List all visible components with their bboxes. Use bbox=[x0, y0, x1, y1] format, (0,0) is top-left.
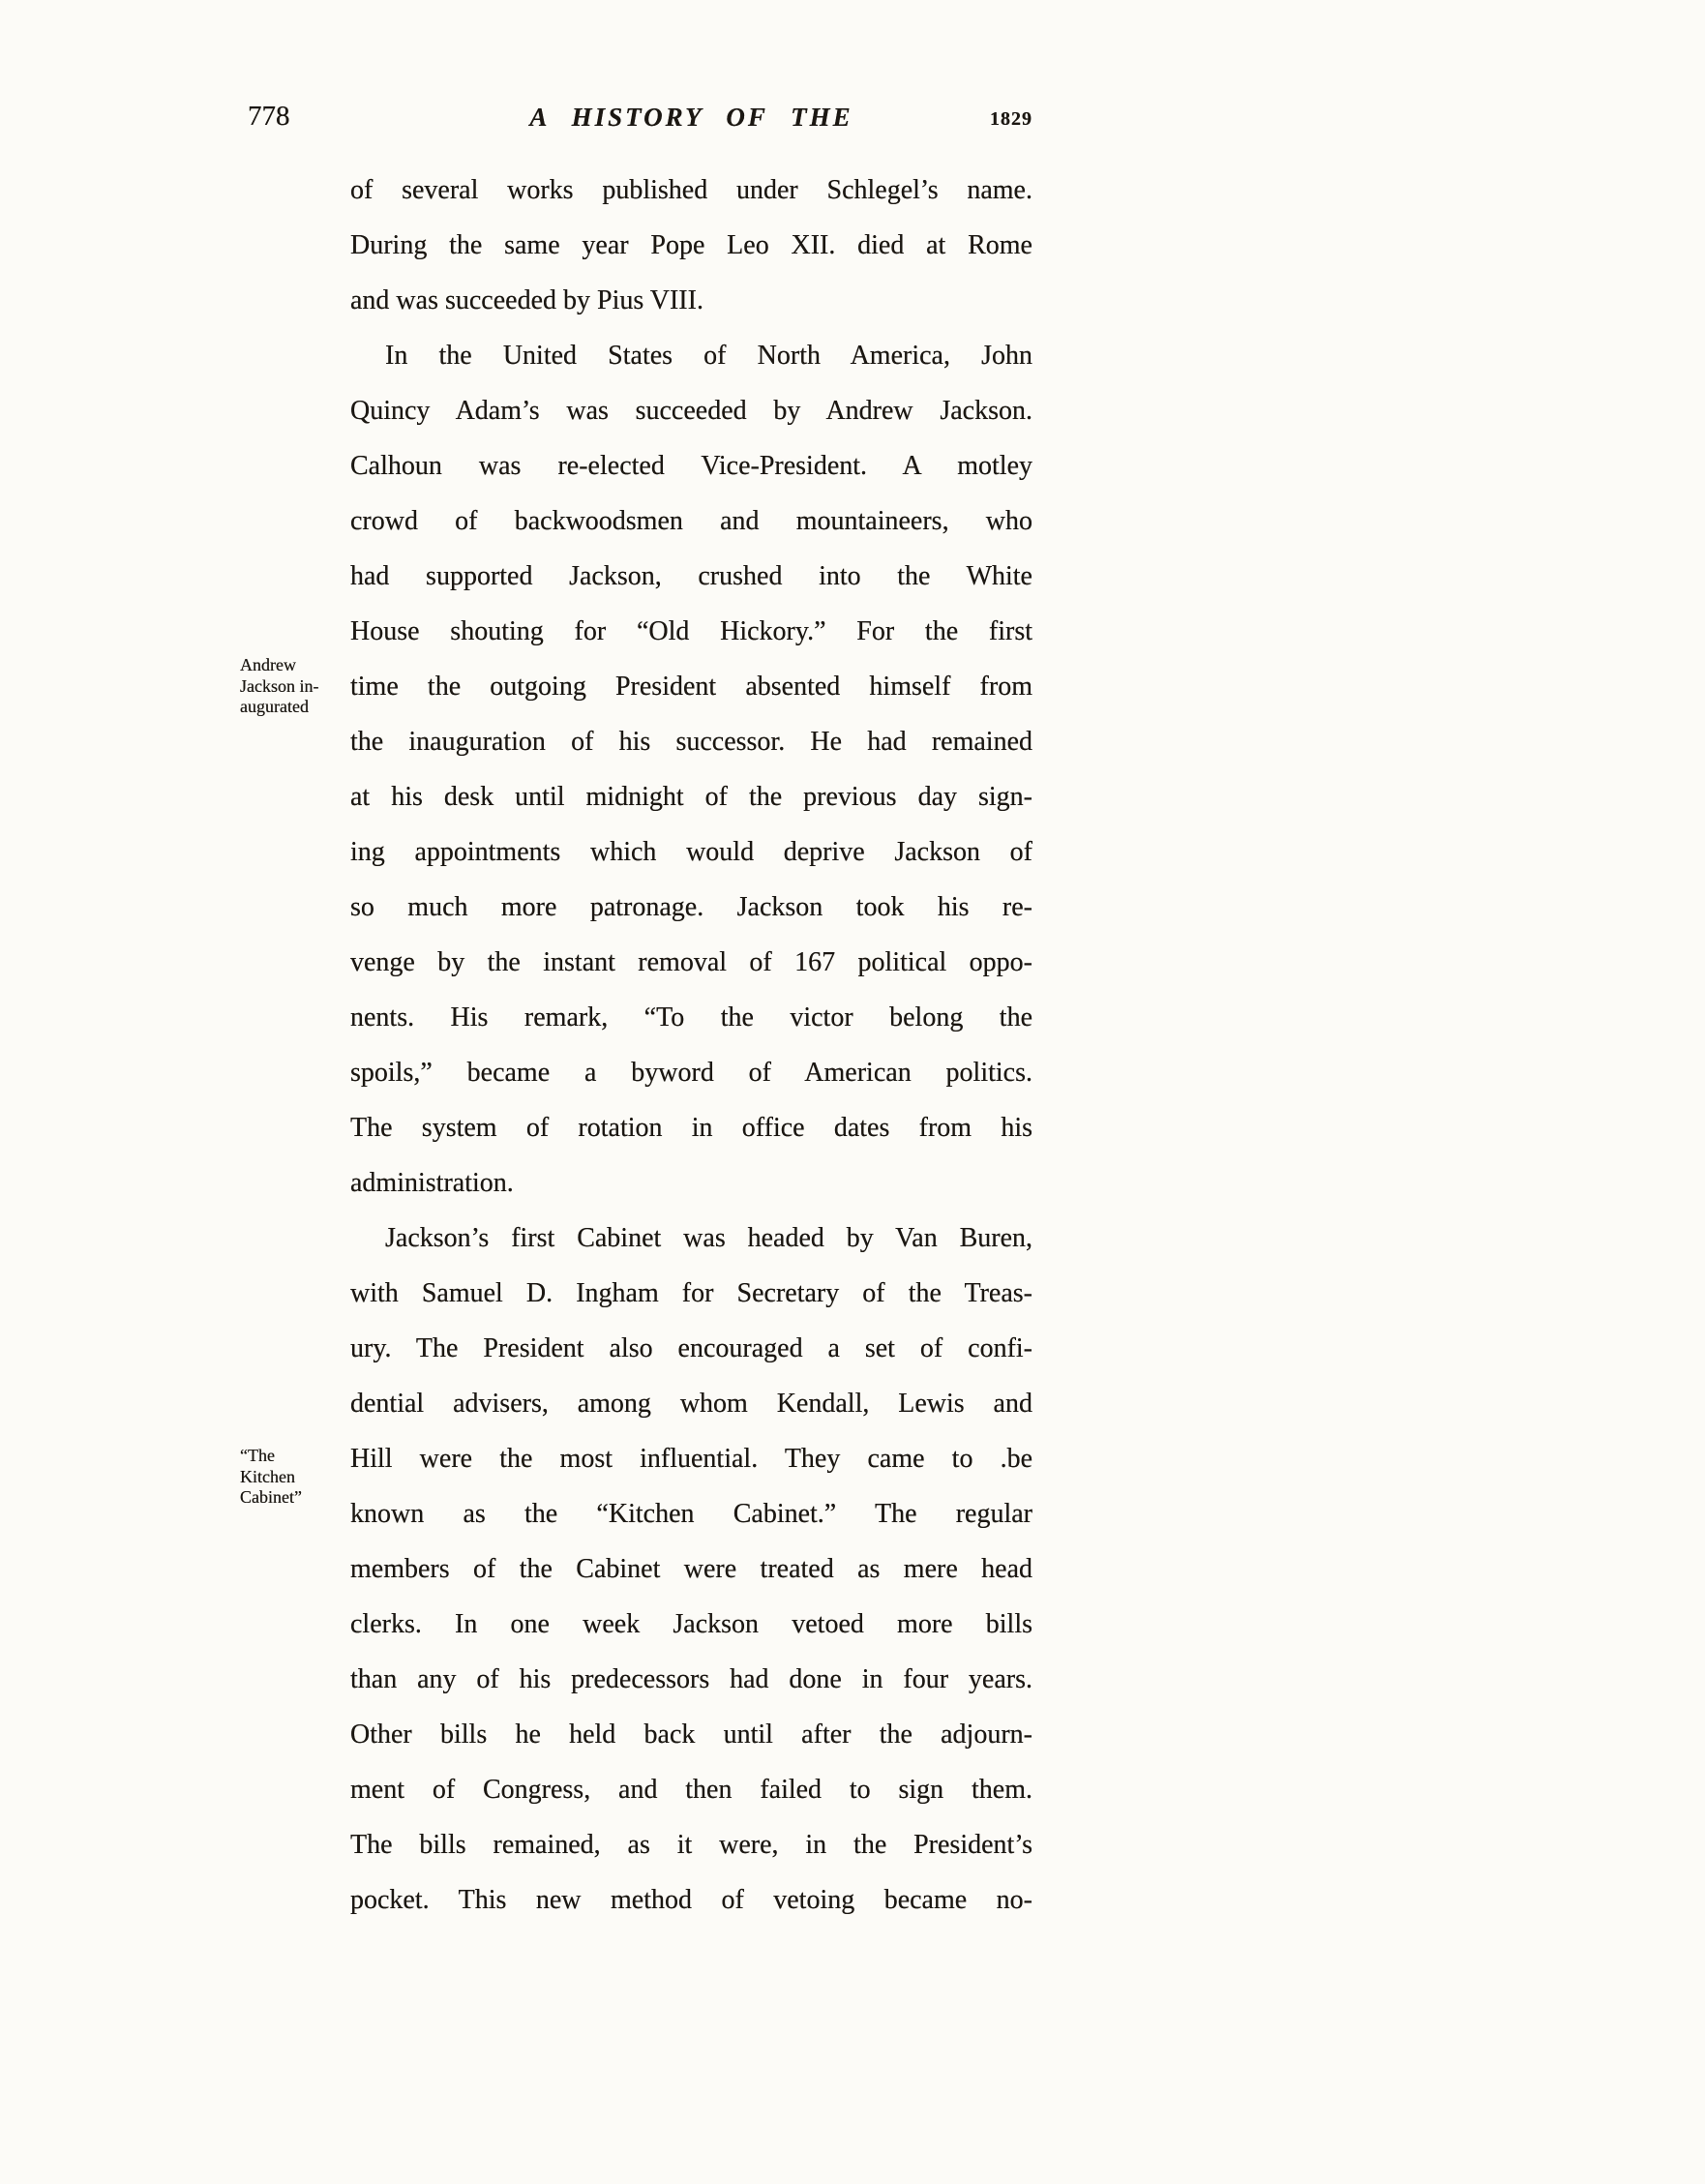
body-line: venge by the instant removal of 167 political oppo- bbox=[350, 947, 1032, 977]
body-line: administration. bbox=[350, 1168, 514, 1198]
body-line: of several works published under Schlegel’s name. bbox=[350, 175, 1032, 205]
margin-note-line: Andrew bbox=[240, 655, 296, 674]
body-line: at his desk until midnight of the previous day sign- bbox=[350, 782, 1032, 812]
body-line: In the United States of North America, John bbox=[385, 341, 1032, 371]
body-line: clerks. In one week Jackson vetoed more bills bbox=[350, 1609, 1032, 1639]
body-line: pocket. This new method of vetoing became no- bbox=[350, 1885, 1032, 1915]
margin-note-line: Jackson in- bbox=[240, 675, 319, 696]
body-line: time the outgoing President absented himself from bbox=[350, 672, 1032, 702]
body-line: Other bills he held back until after the adjourn- bbox=[350, 1720, 1032, 1750]
body-line: The bills remained, as it were, in the President’s bbox=[350, 1830, 1032, 1860]
body-line: had supported Jackson, crushed into the White bbox=[350, 561, 1032, 591]
page-number: 778 bbox=[248, 101, 290, 132]
running-title: A HISTORY OF THE bbox=[529, 103, 853, 132]
paragraph bbox=[350, 328, 1032, 1211]
body-line: During the same year Pope Leo XII. died at Rome bbox=[350, 230, 1032, 260]
year-label: 1829 bbox=[990, 108, 1032, 130]
body-text bbox=[350, 163, 1032, 1928]
margin-note-line: Kitchen bbox=[240, 1466, 295, 1486]
body-line: dential advisers, among whom Kendall, Lewis and bbox=[350, 1389, 1032, 1419]
body-line: and was succeeded by Pius VIII. bbox=[350, 285, 703, 315]
body-line: known as the “Kitchen Cabinet.” The regular bbox=[350, 1499, 1032, 1529]
body-line: so much more patronage. Jackson took his re- bbox=[350, 892, 1032, 922]
body-line: crowd of backwoodsmen and mountaineers, who bbox=[350, 506, 1032, 536]
body-line: Jackson’s first Cabinet was headed by Van Buren, bbox=[385, 1223, 1032, 1253]
body-line: the inauguration of his successor. He had remained bbox=[350, 727, 1032, 757]
margin-note-line: Cabinet” bbox=[240, 1487, 302, 1507]
body-line: nents. His remark, “To the victor belong the bbox=[350, 1002, 1032, 1032]
margin-note-line: augurated bbox=[240, 697, 309, 716]
body-line: The system of rotation in office dates from his bbox=[350, 1113, 1032, 1143]
margin-note-kitchen-cabinet bbox=[240, 1446, 346, 1509]
paragraph bbox=[350, 1211, 1032, 1928]
body-line: spoils,” became a byword of American politics. bbox=[350, 1058, 1032, 1088]
body-line: members of the Cabinet were treated as mere head bbox=[350, 1554, 1032, 1584]
margin-note-line: “The bbox=[240, 1446, 275, 1465]
margin-note-jackson-inaugurated bbox=[240, 655, 346, 718]
body-line: Quincy Adam’s was succeeded by Andrew Jackson. bbox=[350, 396, 1032, 426]
paragraph bbox=[350, 163, 1032, 328]
body-line: Hill were the most influential. They came to .be bbox=[350, 1444, 1032, 1474]
body-line: Calhoun was re-elected Vice-President. A motley bbox=[350, 451, 1032, 481]
body-line: House shouting for “Old Hickory.” For the first bbox=[350, 616, 1032, 646]
body-line: ment of Congress, and then failed to sign them. bbox=[350, 1775, 1032, 1805]
body-line: than any of his predecessors had done in four years. bbox=[350, 1664, 1032, 1694]
body-line: ing appointments which would deprive Jackson of bbox=[350, 837, 1032, 867]
body-line: with Samuel D. Ingham for Secretary of the Treas- bbox=[350, 1278, 1032, 1308]
body-line: ury. The President also encouraged a set of confi- bbox=[350, 1333, 1032, 1363]
